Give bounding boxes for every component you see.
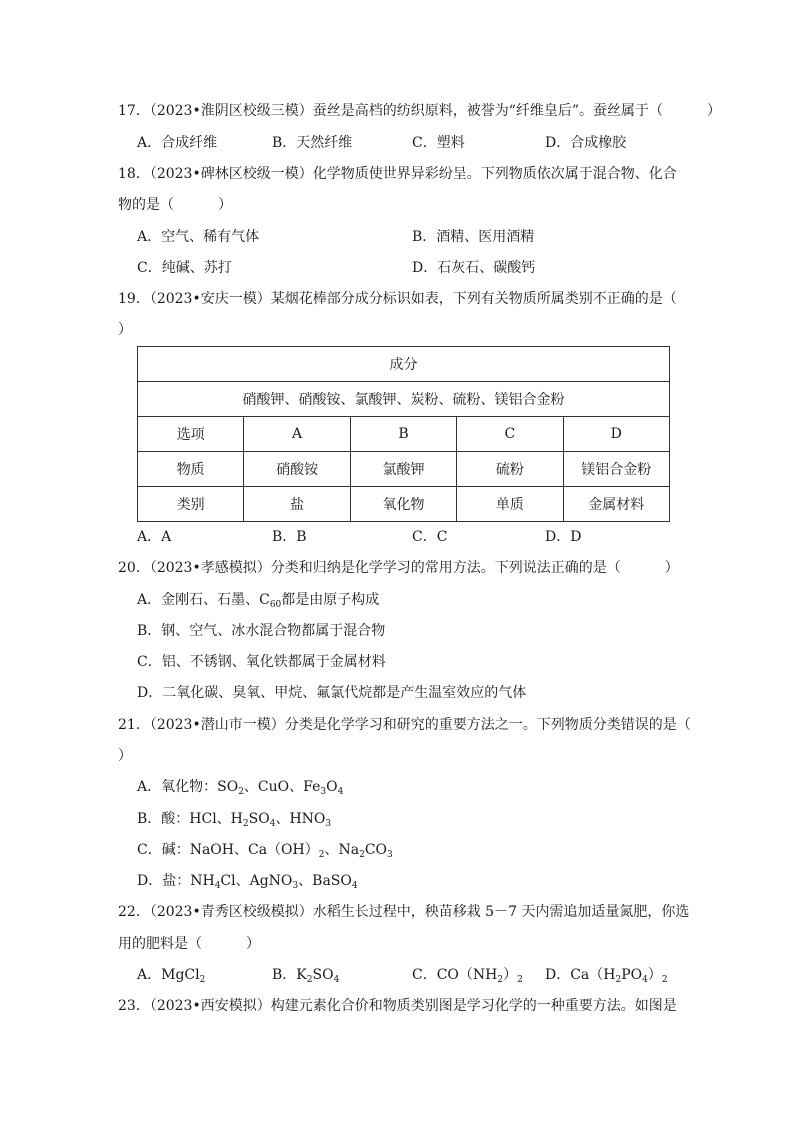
table-header: 成分: [138, 347, 670, 382]
question-23-stem: [118, 996, 677, 1016]
option-a: A．空气、稀有气体: [137, 229, 260, 245]
question-21-stem-line2: ）: [118, 748, 132, 764]
option-b: B．酒精、医用酒精: [412, 229, 535, 245]
ingredient-table: [137, 346, 670, 522]
option-d: D．石灰石、碳酸钙: [412, 260, 536, 276]
question-text: 构建元素化合价和物质类别图是学习化学的一种重要方法。如图是: [270, 998, 677, 1014]
option-c: C．塑料: [412, 135, 465, 151]
option-a: A．A: [137, 529, 172, 545]
question-22-stem-line2: 用的肥料是（ ）: [118, 936, 260, 952]
table-row: 选项 A B C D: [138, 417, 670, 452]
question-number: 18．: [118, 166, 150, 182]
question-source: （2023•碑林区校级一模）: [149, 166, 313, 182]
question-source: （2023•潜山市一模）: [149, 717, 285, 733]
option-d: D．D: [545, 529, 582, 545]
option-b: B．B: [272, 529, 307, 545]
question-source: （2023•安庆一模）: [149, 291, 271, 307]
question-number: 22．: [118, 904, 150, 920]
option-c: C．铝、不锈钢、氧化铁都属于金属材料: [137, 654, 386, 670]
option-d: D．盐：$NH_4Cl$、AgNO$_3$、BaSO$_4$: [137, 873, 358, 891]
option-c: C．纯碱、苏打: [137, 260, 232, 276]
option-b: B．钢、空气、冰水混合物都属于混合物: [137, 623, 386, 639]
option-a: A．MgCl$_2$: [137, 967, 206, 985]
option-d: D．$Ca(H_2PO_4)_2$: [545, 967, 668, 985]
question-text: 蚕丝是高档的纺织原料，被誉为“纤维皇后”。蚕丝属于（: [312, 103, 664, 119]
table-ingredients: 硝酸钾、硝酸铵、氯酸钾、炭粉、硫粉、镁铝合金粉: [138, 382, 670, 417]
question-text: 分类和归纳是化学学习的常用方法。下列说法正确的是（: [270, 560, 621, 576]
question-text: 化学物质使世界异彩纷呈。下列物质依次属于混合物、化合: [312, 166, 677, 182]
question-text: 某烟花棒部分成分标识如表，下列有关物质所属类别不正确的是（: [270, 291, 677, 307]
option-a: A．金刚石、石墨、$C_{60}$都是由原子构成: [137, 592, 380, 610]
question-19-stem-line2: ）: [118, 322, 132, 338]
question-number: 19．: [118, 291, 150, 307]
question-22-stem: [118, 902, 689, 922]
question-number: 21．: [118, 717, 150, 733]
option-b: B．酸：HCl、$H_2SO_4$、$HNO_3$: [137, 811, 332, 829]
question-number: 20．: [118, 560, 150, 576]
option-b: B．$K_2SO_4$: [272, 967, 340, 985]
question-number: 23．: [118, 998, 150, 1014]
question-20-stem: 20．（2023•孝感模拟）分类和归纳是化学学习的常用方法。下列说法正确的是（ ）: [118, 560, 679, 576]
question-source: （2023•淮阴区校级三模）: [149, 103, 313, 119]
question-21-stem: [118, 715, 691, 735]
question-18-stem-line2: 物的是（ ）: [118, 197, 232, 213]
question-source: （2023•孝感模拟）: [149, 560, 271, 576]
option-d: D．合成橡胶: [545, 135, 627, 151]
question-17-stem: 17．（2023•淮阴区校级三模）蚕丝是高档的纺织原料，被誉为“纤维皇后”。蚕丝属于（ ）: [118, 103, 722, 119]
option-c: C．碱：NaOH、$Ca(OH)_2$、$Na_2CO_3$: [137, 842, 393, 860]
option-d: D．二氧化碳、臭氧、甲烷、氟氯代烷都是产生温室效应的气体: [137, 685, 527, 701]
question-text: 分类是化学学习和研究的重要方法之一。下列物质分类错误的是（: [284, 717, 691, 733]
question-number: 17．: [118, 103, 150, 119]
option-c: C．C: [412, 529, 448, 545]
question-source: （2023•青秀区校级模拟）: [149, 904, 313, 920]
question-18-stem: [118, 164, 677, 184]
question-19-stem: [118, 289, 677, 309]
table-row: 物质 硝酸铵 氯酸钾 硫粉 镁铝合金粉: [138, 452, 670, 487]
question-source: （2023•西安模拟）: [149, 998, 271, 1014]
table-row: 类别 盐 氧化物 单质 金属材料: [138, 487, 670, 522]
option-a: A．合成纤维: [137, 135, 218, 151]
option-a: A．氧化物：$SO_2$、CuO、$Fe_3O_4$: [137, 779, 344, 797]
option-b: B．天然纤维: [272, 135, 353, 151]
question-text: 水稻生长过程中，秧苗移栽 5－7 天内需追加适量氮肥，你选: [312, 904, 690, 920]
option-c: C．$CO(NH_2)_2$: [412, 967, 523, 985]
